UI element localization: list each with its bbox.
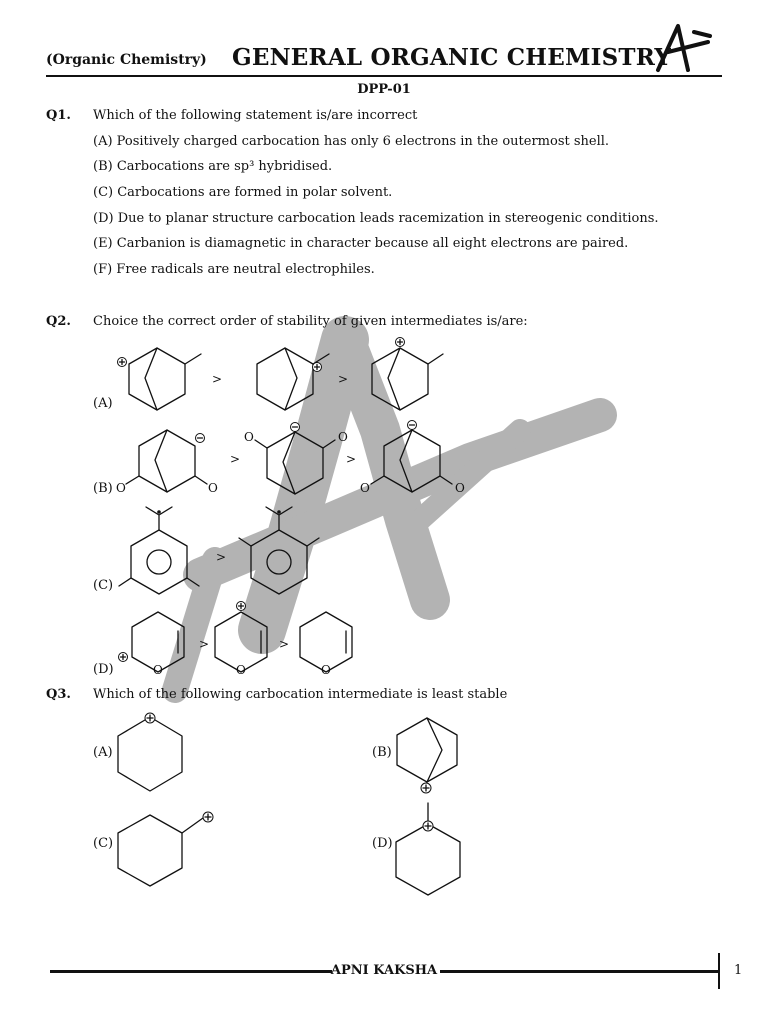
q3c-structure: [118, 812, 213, 886]
q2b-gt-1: >: [230, 452, 241, 466]
q2-text: Choice the correct order of stability of given intermediates is/are:: [93, 314, 528, 329]
q1-number: Q1.: [46, 108, 71, 123]
q2c-structure-2: [239, 507, 319, 594]
q2-label-a: (A): [93, 396, 113, 411]
q2d-structure-1: [119, 612, 185, 672]
q3b-structure: [397, 718, 457, 793]
q1-option-a: (A) Positively charged carbocation has only 6 electrons in the outermost shell.: [93, 134, 610, 149]
page-title: GENERAL ORGANIC CHEMISTRY: [232, 44, 671, 71]
q2d-o-2: O: [236, 663, 246, 677]
q3-label-a: (A): [93, 745, 113, 760]
q3-label-c: (C): [93, 836, 114, 851]
q2-label-d: (D): [93, 662, 114, 677]
q2b-structure-1: [126, 430, 207, 492]
q2b-structure-2: [255, 423, 335, 495]
q2b-o-6: O: [360, 481, 370, 495]
q2d-o-1: O: [153, 663, 163, 677]
footer-tick: [718, 953, 720, 989]
q2b-o-4: O: [338, 430, 348, 444]
q1-option-d: (D) Due to planar structure carbocation leads racemization in stereogenic conditions.: [93, 211, 659, 226]
q2b-o-3: O: [244, 430, 254, 444]
q1-option-c: (C) Carbocations are formed in polar solvent.: [93, 185, 393, 200]
q2-label-b: (B): [93, 481, 113, 496]
q2a-gt-2: >: [338, 372, 349, 386]
page-number: 1: [734, 963, 743, 978]
q2a-structure-1: [118, 348, 202, 410]
dpp-label: DPP-01: [357, 82, 411, 97]
q1-text: Which of the following statement is/are incorrect: [93, 108, 418, 123]
q1-option-f: (F) Free radicals are neutral electrophiles.: [93, 262, 375, 277]
q1-option-e: (E) Carbanion is diamagnetic in character because all eight electrons are paired.: [93, 236, 629, 251]
q3-number: Q3.: [46, 687, 71, 702]
q2-label-c: (C): [93, 578, 114, 593]
footer-brand: APNI KAKSHA: [330, 963, 438, 978]
q2a-gt-1: >: [212, 372, 223, 386]
q3a-structure: [118, 713, 182, 791]
q2d-gt-1: >: [199, 637, 210, 651]
q2a-structure-2: [257, 348, 329, 410]
q3-text: Which of the following carbocation intermediate is least stable: [93, 687, 508, 702]
q2c-gt-1: >: [216, 550, 227, 564]
q2c-structure-1: [119, 507, 199, 594]
q1-option-b: (B) Carbocations are sp³ hybridised.: [93, 159, 333, 174]
q3d-structure: [396, 803, 460, 895]
q2b-o-5: O: [455, 481, 465, 495]
q3-label-d: (D): [372, 836, 393, 851]
q2-number: Q2.: [46, 314, 71, 329]
subject-label: (Organic Chemistry): [46, 52, 207, 68]
q2b-gt-2: >: [346, 452, 357, 466]
q2b-structure-3: [371, 421, 452, 493]
q2d-o-3: O: [321, 663, 331, 677]
q2b-o-2: O: [116, 481, 126, 495]
q2d-structure-2: [215, 602, 267, 673]
q2b-o-1: O: [208, 481, 218, 495]
q3-label-b: (B): [372, 745, 392, 760]
q2d-gt-2: >: [279, 637, 290, 651]
q2a-structure-3: [372, 338, 443, 411]
